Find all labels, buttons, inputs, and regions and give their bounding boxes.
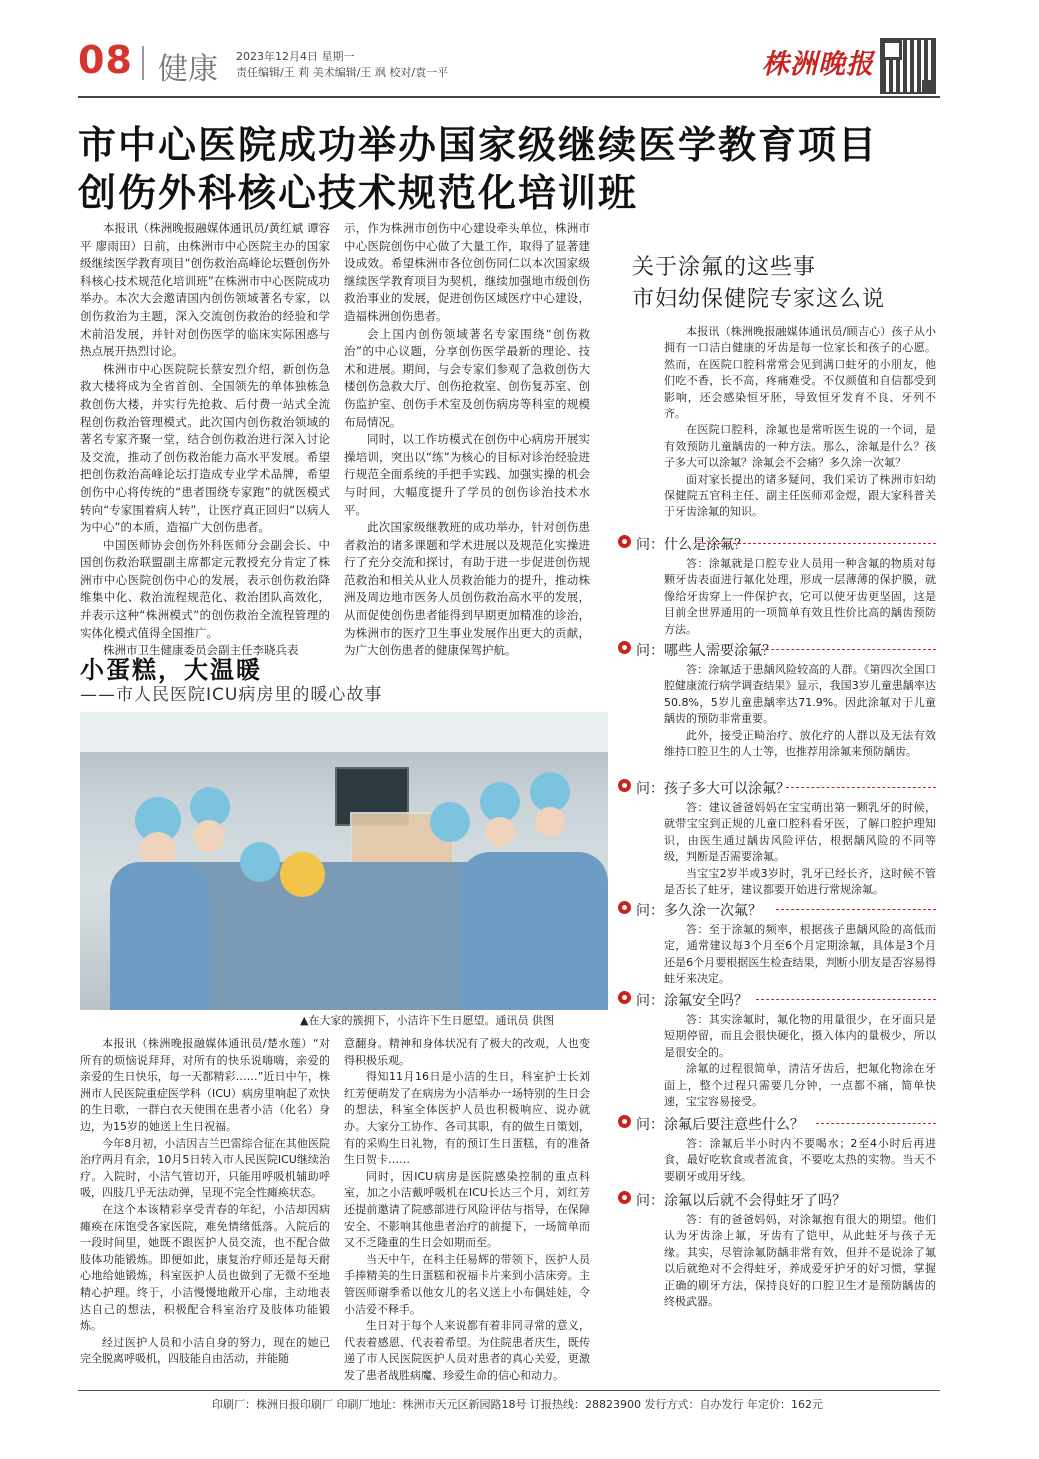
qa-question: 问：哪些人需要涂氟？: [636, 640, 776, 660]
side-headline-line2: 市妇幼保健院专家这么说: [632, 287, 886, 312]
photo-caption: ▲在大家的簇拥下，小洁许下生日愿望。通讯员 供图: [300, 1014, 554, 1027]
story-headline: 小蛋糕，大温暖: [80, 656, 262, 684]
side-article-intro: [664, 324, 936, 521]
paragraph: 涂氟的过程很简单，清洁牙齿后，把氟化物涂在牙面上，整个过程只需要几分钟，一点都不痛，简单快速，宝宝容易接受。: [664, 1062, 936, 1109]
paragraph: 会上国内创伤领域著名专家围绕“创伤救治”的中心议题，分享创伤医学最新的理论、技术和进展。期间，与会专家们参观了急救创伤大楼创伤急救大厅、创伤抢救室、创伤复苏室、创伤监护室、创伤手术室及创伤病房等科室的规模布局情况。: [344, 326, 590, 429]
main-headline-line2: 创伤外科核心技术规范化培训班: [78, 171, 639, 215]
qa-question: 问：多久涂一次氟？: [636, 900, 762, 920]
bullet-icon: [618, 779, 631, 792]
bullet-icon: [618, 1191, 631, 1204]
qa-question: 问：涂氟后要注意些什么？: [636, 1114, 804, 1134]
news-photo: [80, 712, 608, 1010]
qa-answer: [664, 800, 936, 898]
masthead-logo: 株洲晚报: [762, 49, 874, 80]
bullet-icon: [618, 641, 631, 654]
bullet-icon: [618, 991, 631, 1004]
side-headline-line1: 关于涂氟的这些事: [632, 255, 817, 280]
footer-rule: [78, 1390, 940, 1391]
paragraph: 在医院口腔科，涂氟也是常听医生说的一个词，是有效预防儿童龋齿的一种方法。那么，涂氟是什么？孩子多大可以涂氟？涂氟会不会痛？多久涂一次氟？: [664, 423, 936, 470]
paragraph: 当宝宝2岁半或3岁时，乳牙已经长齐，这时候不管是否长了蛀牙，建议都要开始进行常规涂氟。: [664, 866, 936, 897]
paragraph: 此外，接受正畸治疗、放化疗的人群以及无法有效维持口腔卫生的人士等，也推荐用涂氟来预防龋齿。: [664, 728, 936, 759]
qa-answer: [664, 662, 936, 760]
paragraph: 株洲市卫生健康委员会副主任李晓兵表: [103, 643, 299, 658]
dashed-divider: [786, 787, 936, 789]
bullet-icon: [618, 901, 631, 914]
header-divider: [142, 46, 144, 80]
paragraph: 同时，因ICU病房是医院感染控制的重点科室，加之小洁戴呼吸机在ICU长达三个月，刘红芳还提前邀请了院感部进行风险评估与指导，在保障安全、不影响其他患者治疗的前提下，一场简单而又不乏隆重的生日会如期而至。: [344, 1169, 590, 1250]
paragraph: 经过医护人员和小洁自身的努力，现在的她已完全脱离呼吸机，四肢能自由活动，并能随: [80, 1335, 330, 1366]
qa-question: 问：涂氟以后就不会得蛀牙了吗？: [636, 1190, 846, 1210]
bullet-icon: [618, 1115, 631, 1128]
paragraph: 答：其实涂氟时，氟化物的用量很少，在牙面只是短期停留，而且会很快硬化，摄入体内的量极少，所以是很安全的。: [664, 1013, 936, 1059]
header-rule: [78, 96, 940, 98]
paragraph: 本报讯（株洲晚报融媒体通讯员/顾吉心）孩子从小拥有一口洁白健康的牙齿是每一位家长和孩子的心愿。然而，在医院口腔科常常会见到满口蛀牙的小朋友，他们吃不香，长不高，疼痛难受。不仅颜值和自信都受到影响，还会感染恒牙胚，导致恒牙发育不良、牙列不齐。: [664, 325, 936, 421]
paragraph: 答：涂氟适于患龋风险较高的人群。《第四次全国口腔健康流行病学调查结果》显示，我国3岁儿童患龋率达50.8%，5岁儿童患龋率达71.9%。因此涂氟对于儿童龋齿的预防非常重要。: [664, 663, 936, 726]
qa-question: 问：什么是涂氟？: [636, 534, 748, 554]
paragraph: 中国医师协会创伤外科医师分会副会长、中国创伤救治联盟副主席都定元教授充分肯定了株洲市中心医院创伤中心的发展，表示创伤救治降维集中化、救治流程规范化、救治团队高效化，并表示这种“株洲模式”的创伤救治全流程管理的实体化模式值得全国推广。: [80, 537, 330, 640]
qa-answer: [664, 1136, 936, 1185]
story-column-1: [80, 1036, 330, 1368]
page-number: 08: [78, 38, 133, 82]
paragraph: 示，作为株洲市创伤中心建设牵头单位，株洲市中心医院创伤中心做了大量工作，取得了显著建设成效。希望株洲市各位创伤同仁以本次国家级继续医学教育项目为契机，继续加强地市级创伤救治事业的发展，促进创伤区域医疗中心建设，造福株洲创伤患者。: [344, 221, 590, 323]
paragraph: 当天中午，在科主任易辉的带领下，医护人员手捧精美的生日蛋糕和祝福卡片来到小洁床旁。主管医师谢季希以他女儿的名义送上小布偶娃娃，令小洁爱不释手。: [344, 1252, 590, 1316]
qa-answer: [664, 556, 936, 638]
paragraph: 本报讯（株洲晚报融媒体通讯员/楚水莲）“对所有的烦恼说拜拜，对所有的快乐说嗨嗨，亲爱的亲爱的生日快乐，每一天都精彩……”近日中午，株洲市人民医院重症医学科（ICU）病房里响起了欢快的生日歌，一群白衣天使围在患者小洁（化名）身边，为15岁的她送上生日祝福。: [80, 1037, 330, 1133]
paragraph: 得知11月16日是小洁的生日，科室护士长刘红芳便萌发了在病房为小洁举办一场特别的生日会的想法，科室全体医护人员也积极响应、说办就办。大家分工协作、各司其职，有的做生日策划，有的采购生日礼物，有的预订生日蛋糕，有的准备生日贺卡……: [344, 1070, 590, 1167]
main-headline-line1: 市中心医院成功举办国家级继续医学教育项目: [78, 123, 879, 167]
dashed-divider: [756, 999, 936, 1001]
qa-answer: [664, 1012, 936, 1110]
qa-answer: [664, 922, 936, 988]
paragraph: 生日对于每个人来说都有着非同寻常的意义，代表着感恩、代表着希望。为住院患者庆生，既传递了市人民医院医护人员对患者的真心关爱，更激发了患者战胜病魔、珍爱生命的信心和动力。: [344, 1319, 590, 1382]
date-line: 2023年12月4日 星期一: [236, 50, 355, 63]
paragraph: 答：建议爸爸妈妈在宝宝萌出第一颗乳牙的时候，就带宝宝到正规的儿童口腔科看牙医，了解口腔护理知识，由医生通过龋齿风险评估，根据龋风险的不同等级，判断是否需要涂氟。: [664, 801, 936, 864]
qa-question: 问：涂氟安全吗？: [636, 990, 748, 1010]
dashed-divider: [776, 909, 936, 911]
qa-question: 问：孩子多大可以涂氟？: [636, 778, 790, 798]
qa-answer: [664, 1212, 936, 1310]
paragraph: 在这个本该精彩享受青春的年纪，小洁却因病瘫痪在床饱受各家医院，难免情绪低落。入院后的一段时间里，她既不跟医护人员交流，也不配合做肢体功能锻炼。即便如此，康复治疗师还是每天耐心地给她锻炼，科室医护人员也做到了无微不至地精心护理。终于，小洁慢慢地敞开心扉，主动地表达自己的想法，积极配合科室治疗及肢体功能锻炼。: [80, 1202, 330, 1333]
editors-line: 责任编辑/王 莉 美术编辑/王 飒 校对/袁一平: [236, 66, 449, 79]
main-article-column-2: [344, 220, 590, 660]
paragraph: 面对家长提出的诸多疑问，我们采访了株洲市妇幼保健院五官科主任、副主任医师邓金煜，跟大家科普关于牙齿涂氟的知识。: [664, 472, 936, 519]
story-column-2: [344, 1036, 590, 1384]
paragraph: 今年8月初，小洁因吉兰巴雷综合征在其他医院治疗两月有余，10月5日转入市人民医院ICU继续治疗。入院时，小洁气管切开，只能用呼吸机辅助呼吸，四肢几乎无法动弹，呈现不完全性瘫痪状态。: [80, 1136, 330, 1200]
paragraph: 答：至于涂氟的频率，根据孩子患龋风险的高低而定，通常建议每3个月至6个月定期涂氟，具体是3个月还是6个月要根据医生检查结果，判断小朋友是否容易得蛀牙来决定。: [664, 923, 936, 986]
paragraph: 答：涂氟就是口腔专业人员用一种含氟的物质对每颗牙齿表面进行氟化处理，形成一层薄薄的保护膜，就像给牙齿穿上一件保护衣，它可以使牙齿更坚固，这是目前全世界通用的一项简单有效且性价比高的龋齿预防方法。: [664, 557, 936, 636]
bullet-icon: [618, 535, 631, 548]
paragraph: 本报讯（株洲晚报融媒体通讯员/黄红斌 谭容平 廖雨田）日前，由株洲市中心医院主办的国家级继续医学教育项目“创伤救治高峰论坛暨创伤外科核心技术规范化培训班”在株洲市中心医院成功举办。本次大会邀请国内创伤领域著名专家，以创伤救治为主题，深入交流创伤救治的经验和学术前沿发展，并针对创伤医学的临床实际困惑与热点展开热烈讨论。: [80, 221, 330, 359]
paragraph: 株洲市中心医院院长蔡安烈介绍，新创伤急救大楼将成为全省首创、全国领先的单体独栋急救创伤大楼，并实行先抢救、后付费一站式全流程创伤救治管理模式。此次国内创伤救治领域的著名专家齐聚一堂，结合创伤救治进行深入讨论及交流，推动了创伤救治能力高水平发展。希望把创伤救治高峰论坛打造成专业学术品牌，希望创伤中心将传统的“患者围绕专家跑”的就医模式转向“专家围着病人转”，让医疗真正回归“以病人为中心”的本质，造福广大创伤患者。: [80, 361, 330, 535]
story-subheadline: ——市人民医院ICU病房里的暖心故事: [80, 685, 383, 705]
qr-code-icon: [880, 38, 936, 94]
paragraph: 答：涂氟后半小时内不要喝水；2至4小时后再进食，最好吃软食或者流食，不要吃太热的实物。当天不要刷牙或用牙线。: [664, 1137, 936, 1183]
paragraph: 此次国家级继教班的成功举办，针对创伤患者救治的诸多课题和学术进展以及规范化实操进行了充分交流和探讨，有助于进一步促进创伤规范救治和相关从业人员救治能力的提升，推动株洲及周边地市医务人员创伤救治高水平的发展，从而促使创伤患者能得到早期更加精准的诊治，为株洲市的医疗卫生事业发展作出更大的贡献，为广大创伤患者的健康保驾护航。: [344, 520, 590, 658]
main-article-column-1: [80, 220, 330, 660]
footer-info: 印刷厂：株洲日报印刷厂 印刷厂地址：株洲市天元区新园路18号 订报热线：28823900 发行方式：自办发行 年定价：162元: [212, 1398, 823, 1411]
paragraph: 意翻身。精神和身体状况有了极大的改观，人也变得积极乐观。: [344, 1037, 590, 1067]
section-title: 健康: [158, 52, 218, 87]
paragraph: 答：有的爸爸妈妈，对涂氟抱有很大的期望。他们认为牙齿涂上氟，牙齿有了铠甲，从此蛀牙与孩子无缘。其实，尽管涂氟防龋非常有效，但并不是说涂了氟以后就绝对不会得蛀牙，养成爱牙护牙的好习惯，掌握正确的刷牙方法，保持良好的口腔卫生才是预防龋齿的终极武器。: [664, 1213, 936, 1309]
dashed-divider: [756, 649, 936, 651]
dashed-divider: [698, 543, 936, 545]
dashed-divider: [816, 1123, 936, 1125]
paragraph: 同时，以工作坊模式在创伤中心病房开展实操培训，突出以“练”为核心的目标对诊治经验进行规范全面系统的手把手实践、加强实操的机会与时间，大幅度提升了学员的创伤诊治技术水平。: [344, 432, 590, 517]
